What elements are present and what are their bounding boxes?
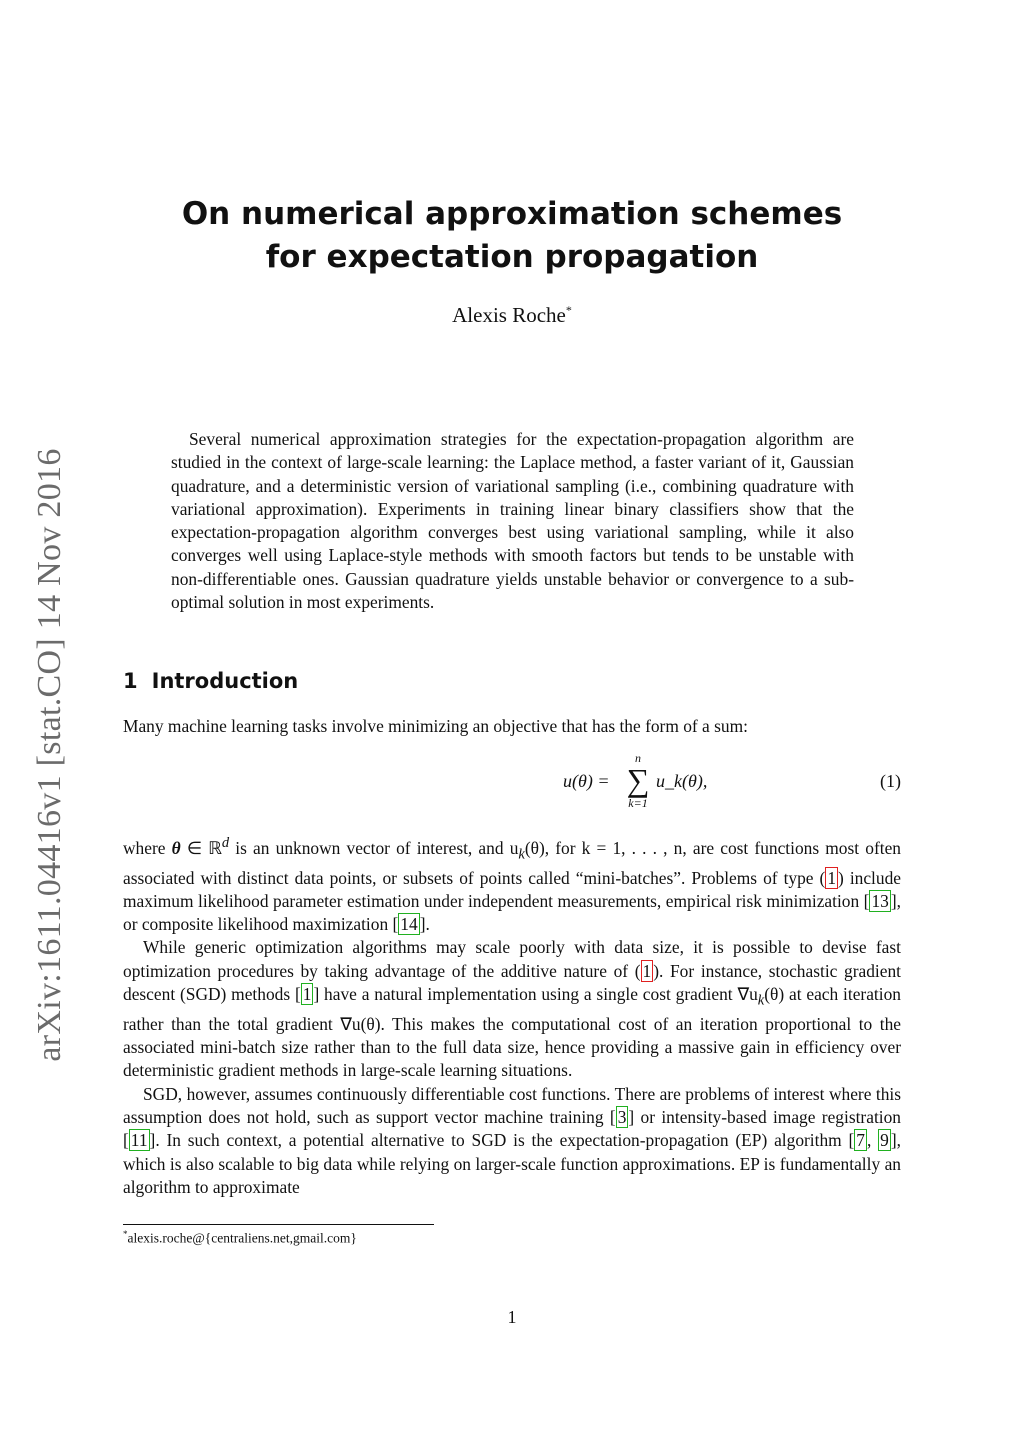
text-run: SGD, however, assumes continuously differentiable cost functions. There are problems of interest where this assumption does not hold, such as support vector machine training [: [123, 1083, 901, 1127]
equation-reference-link[interactable]: 1: [642, 960, 652, 981]
section-heading-introduction: [123, 669, 298, 693]
citation-link-13[interactable]: 13: [871, 890, 889, 911]
body-text: [123, 832, 901, 1199]
citation-link-7[interactable]: 7: [856, 1130, 865, 1151]
footnote-email: alexis.roche@{centraliens.net,gmail.com}: [127, 1230, 357, 1246]
paragraph-2: [123, 936, 901, 1082]
summation: [623, 752, 653, 810]
index-subscript: k: [757, 992, 765, 1009]
text-run: ]. In such context, a potential alternative to SGD is the expectation-propagation (EP) algorithm [: [149, 1130, 855, 1151]
theta-symbol: θ: [171, 837, 181, 858]
arxiv-identifier-text: arXiv:1611.04416v1 [stat.CO] 14 Nov 2016: [31, 448, 68, 1062]
text-run: While generic optimization algorithms may scale poorly with data size, it is possible to devise fast optimization procedures by taking advantage of the additive nature of (: [123, 937, 901, 981]
author-name: Alexis Roche: [452, 303, 566, 327]
footnote: [123, 1229, 357, 1247]
text-run: where: [123, 837, 172, 858]
paper-title: [0, 193, 1024, 279]
author-line: [0, 303, 1024, 328]
text-run: ] have a natural implementation using a single cost gradient ∇u: [313, 984, 758, 1005]
equation-1: [123, 752, 901, 818]
text-run: ,: [867, 1130, 879, 1151]
paragraph-3: [123, 1083, 901, 1199]
sum-symbol: ∑: [626, 762, 650, 798]
dimension-superscript: d: [221, 835, 230, 851]
arxiv-identifier-stamp: [33, 440, 67, 1070]
text-run: ). For instance, stochastic gradient descent (SGD) methods [: [123, 960, 901, 1005]
text-run: is an unknown vector of interest, and u: [229, 837, 519, 858]
equation-lhs: u(θ) =: [563, 771, 610, 791]
footnote-rule: [123, 1224, 434, 1225]
sum-upper-limit: n: [635, 751, 641, 765]
citation-link-9[interactable]: 9: [880, 1130, 889, 1151]
section-title: Introduction: [151, 669, 299, 693]
author-footnote-marker[interactable]: *: [565, 303, 572, 317]
equation-number: (1): [880, 771, 901, 791]
index-subscript: k: [518, 846, 525, 863]
equation-rhs: u_k(θ),: [656, 771, 708, 791]
equation-reference-link[interactable]: 1: [827, 867, 837, 888]
text-run: (θ) at each iteration rather than the total gradient ∇u(θ). This makes the computational cost of an iteration proportional to the associated mini-batch size rather than to the full data size, hence providing a massive gain in efficiency over deterministic gradient methods in large-scale learning situations.: [123, 984, 901, 1081]
abstract: [171, 428, 854, 614]
intro-lead-sentence: Many machine learning tasks involve minimizing an objective that has the form of a sum:: [123, 716, 748, 736]
paper-title-line-2: for expectation propagation: [265, 239, 759, 275]
citation-link-1[interactable]: 1: [302, 984, 312, 1005]
text-run: ], which is also scalable to big data while relying on larger-scale function approximations. EP is fundamentally an algorithm to approximate: [123, 1130, 901, 1197]
paper-title-line-1: On numerical approximation schemes: [181, 196, 843, 232]
footnote-marker: *: [123, 1229, 128, 1239]
text-run: ) include maximum likelihood parameter estimation under independent measurements, empirical risk minimization [: [123, 867, 902, 911]
page-number: 1: [507, 1307, 517, 1327]
section-number: 1: [123, 669, 138, 693]
text-run: ].: [419, 914, 430, 935]
citation-link-3[interactable]: 3: [617, 1107, 627, 1127]
text-run: (θ), for k = 1, . . . , n, are cost functions most often associated with distinct data points, or subsets of points called “mini-batches”. Problems of type (: [123, 837, 901, 888]
citation-link-11[interactable]: 11: [130, 1130, 148, 1151]
citation-link-14[interactable]: 14: [400, 914, 418, 935]
text-run: ∈ ℝ: [180, 837, 222, 858]
abstract-text: Several numerical approximation strategies for the expectation-propagation algorithm are studied in the context of large-scale learning: the Laplace method, a faster variant of it, Gaussian quadrature, and a deterministic version of variational sampling (i.e., combining quadrature with variational approximation). Experiments in training linear binary classifiers show that the expectation-propagation algorithm converges best using variational sampling, while it also converges well using Laplace-style methods with smooth factors but tends to be unstable with non-differentiable ones. Gaussian quadrature yields unstable behavior or convergence to a sub-optimal solution in most experiments.: [171, 429, 854, 613]
text-run: ] or intensity-based image registration [: [123, 1107, 901, 1151]
text-run: ], or composite likelihood maximization [: [123, 890, 901, 935]
sum-lower-limit: k=1: [628, 796, 648, 810]
paragraph-1: [123, 832, 901, 936]
